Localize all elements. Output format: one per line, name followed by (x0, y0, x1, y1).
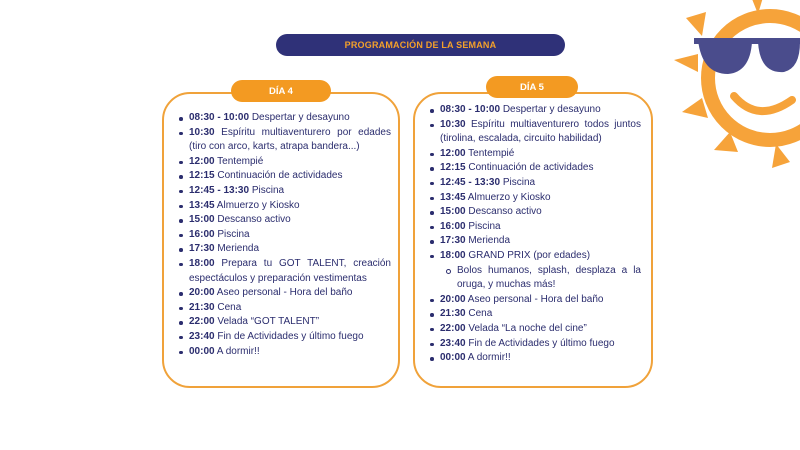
schedule-activity: Velada “La noche del cine” (465, 322, 587, 334)
schedule-time: 15:00 (440, 206, 466, 218)
schedule-time: 17:30 (440, 235, 466, 247)
schedule-item (427, 147, 641, 162)
schedule-activity: GRAND PRIX (por edades) (465, 249, 591, 261)
schedule-item (176, 228, 391, 243)
schedule-activity: Fin de Actividades y último fuego (465, 337, 615, 349)
schedule-time: 12:15 (440, 162, 466, 174)
schedule-item (176, 257, 391, 286)
schedule-item (176, 169, 391, 184)
schedule-item (427, 307, 641, 322)
schedule-title (276, 34, 565, 56)
schedule-item (176, 345, 391, 360)
schedule-item (176, 155, 391, 170)
schedule-activity: Tentempié (465, 147, 515, 159)
schedule-time: 00:00 (189, 345, 215, 357)
day-4-schedule-list (176, 111, 391, 359)
day-5-label: DÍA 5 (520, 81, 544, 93)
schedule-item (427, 103, 641, 118)
schedule-activity: Velada “GOT TALENT” (214, 316, 320, 328)
schedule-activity: Espíritu multiaventurero todos juntos (tirolina, escalada, circuito habilidad) (440, 118, 641, 145)
schedule-time: 10:30 (189, 126, 215, 138)
schedule-item (427, 293, 641, 308)
schedule-time: 12:45 - 13:30 (189, 184, 250, 196)
schedule-time: 18:00 (189, 257, 215, 269)
schedule-activity: Cena (214, 301, 242, 313)
schedule-item (176, 126, 391, 155)
schedule-activity: Fin de Actividades y último fuego (214, 330, 364, 342)
schedule-item (176, 286, 391, 301)
schedule-activity: Merienda (465, 235, 511, 247)
schedule-activity: Descanso activo (465, 206, 542, 218)
schedule-time: 08:30 - 10:00 (189, 112, 250, 123)
schedule-subitem: Bolos humanos, splash, desplaza a la oruga, y muchas más! (440, 264, 641, 293)
schedule-item (427, 205, 641, 220)
schedule-activity: Espíritu multiaventurero por edades (tiro con arco, karts, atrapa bandera...) (189, 126, 391, 153)
day-5-tab (486, 76, 578, 98)
schedule-title-text: PROGRAMACIÓN DE LA SEMANA (344, 40, 497, 50)
schedule-activity: Continuación de actividades (214, 170, 343, 182)
schedule-time: 21:30 (189, 301, 215, 313)
schedule-activity: Piscina (500, 176, 536, 188)
schedule-activity: Despertar y desayuno (249, 112, 350, 123)
day-4-label: DÍA 4 (269, 85, 293, 97)
schedule-item (427, 249, 641, 293)
schedule-activity: Tentempié (214, 155, 264, 167)
schedule-time: 08:30 - 10:00 (440, 104, 501, 115)
schedule-time: 12:45 - 13:30 (440, 176, 501, 188)
sun-with-sunglasses-icon (672, 0, 800, 190)
schedule-time: 20:00 (189, 287, 215, 299)
schedule-item (176, 315, 391, 330)
schedule-time: 22:00 (440, 322, 466, 334)
schedule-item (427, 220, 641, 235)
schedule-item (427, 234, 641, 249)
schedule-activity: Merienda (214, 243, 260, 255)
schedule-activity: Almuerzo y Kiosko (465, 191, 551, 203)
schedule-activity: Cena (465, 308, 493, 320)
schedule-time: 23:40 (189, 330, 215, 342)
schedule-time: 23:40 (440, 337, 466, 349)
schedule-time: 16:00 (189, 228, 215, 240)
schedule-time: 13:45 (189, 199, 215, 211)
schedule-activity: Despertar y desayuno (500, 104, 601, 115)
schedule-item (427, 351, 641, 366)
schedule-activity: Almuerzo y Kiosko (214, 199, 300, 211)
schedule-time: 00:00 (440, 352, 466, 364)
schedule-activity: Aseo personal - Hora del baño (214, 287, 353, 299)
schedule-time: 12:00 (189, 155, 215, 167)
schedule-activity: A dormir!! (214, 345, 260, 357)
schedule-item (176, 301, 391, 316)
schedule-item (427, 337, 641, 352)
schedule-item (427, 191, 641, 206)
schedule-activity: Aseo personal - Hora del baño (465, 293, 604, 305)
schedule-time: 18:00 (440, 249, 466, 261)
schedule-time: 10:30 (440, 118, 466, 130)
schedule-activity: Piscina (214, 228, 250, 240)
schedule-activity: Prepara tu GOT TALENT, creación espectáculos y preparación vestimentas (189, 257, 391, 284)
schedule-time: 12:15 (189, 170, 215, 182)
schedule-time: 15:00 (189, 214, 215, 226)
schedule-time: 17:30 (189, 243, 215, 255)
schedule-time: 22:00 (189, 316, 215, 328)
schedule-activity: Piscina (465, 220, 501, 232)
schedule-item (176, 184, 391, 199)
schedule-item (176, 330, 391, 345)
schedule-activity: Continuación de actividades (465, 162, 594, 174)
schedule-item (176, 242, 391, 257)
schedule-activity: Piscina (249, 184, 285, 196)
schedule-item (427, 118, 641, 147)
schedule-time: 16:00 (440, 220, 466, 232)
schedule-item (427, 161, 641, 176)
day-5-schedule-list (427, 103, 641, 366)
schedule-item (176, 111, 391, 126)
schedule-activity: A dormir!! (465, 352, 511, 364)
schedule-time: 20:00 (440, 293, 466, 305)
schedule-item (176, 213, 391, 228)
schedule-item (427, 176, 641, 191)
schedule-activity: Descanso activo (214, 214, 291, 226)
schedule-time: 13:45 (440, 191, 466, 203)
schedule-time: 21:30 (440, 308, 466, 320)
schedule-item (427, 322, 641, 337)
schedule-time: 12:00 (440, 147, 466, 159)
schedule-item (176, 199, 391, 214)
day-4-tab (231, 80, 331, 102)
